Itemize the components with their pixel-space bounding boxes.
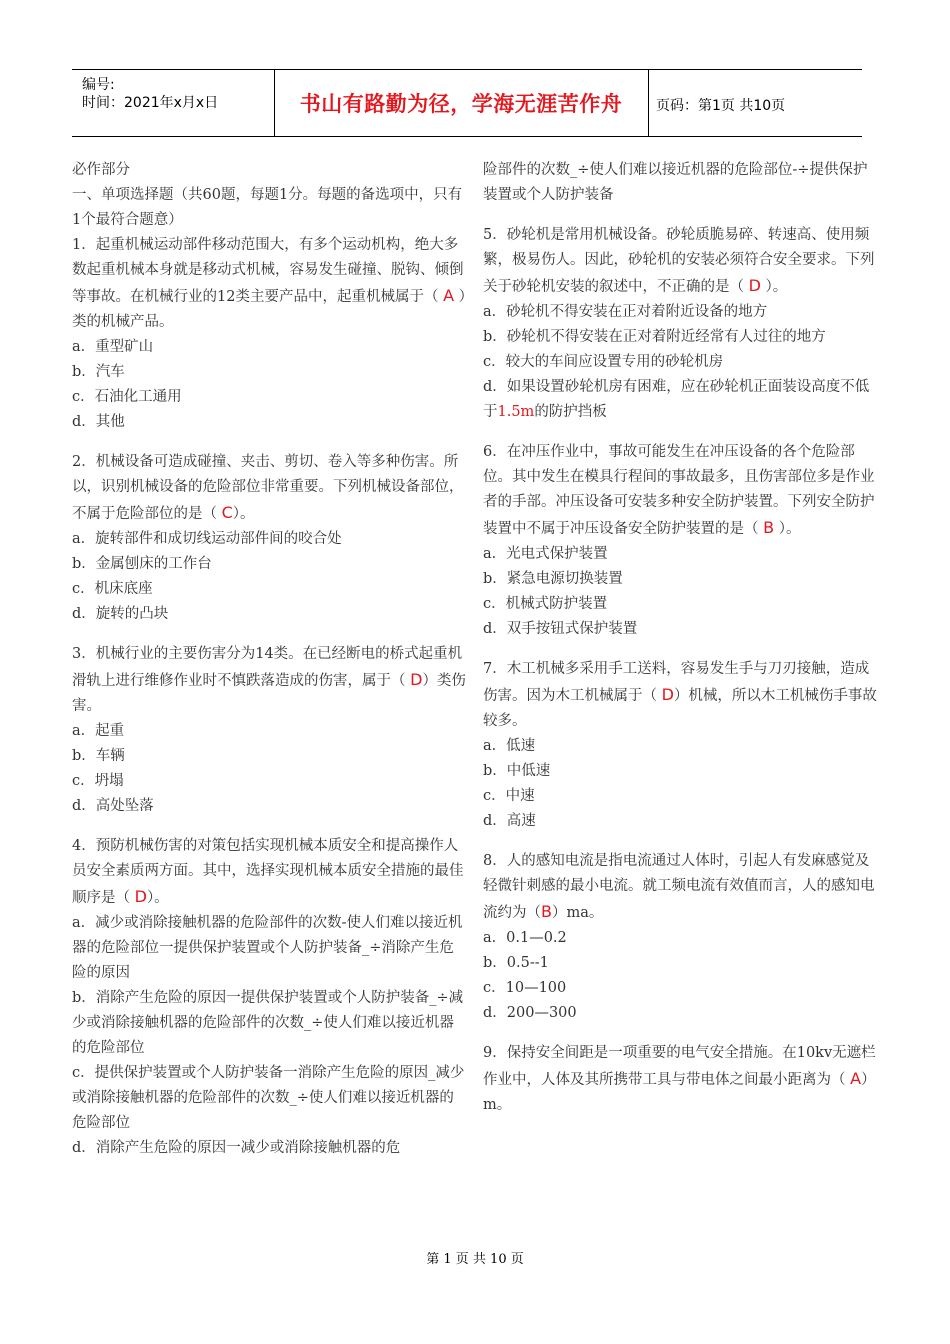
section-title: 必作部分 <box>72 162 130 178</box>
option: a．低速 <box>483 738 536 754</box>
header-motto-cell <box>274 70 649 136</box>
stem-text: 4．预防机械伤害的对策包括实现机械本质安全和提高操作人员安全素质两方面。其中，选择实现机械本质安全措施的最佳顺序是（ <box>72 838 464 906</box>
right-column <box>483 158 878 1133</box>
stem-text: 6．在冲压作业中，事故可能发生在冲压设备的各个危险部位。其中发生在模具行程间的事故最多，且伤害部位多是作业者的手部。冲压设备可安装多种安全防护装置。下列安全防护装置中不属于冲压设备安全防护装置的是（ <box>483 444 875 537</box>
option: b．消除产生危险的原因一提供保护装置或个人防护装备_÷减少或消除接触机器的危险部件的次数_÷使人们难以接近机器的危险部位 <box>72 990 464 1056</box>
question-6 <box>483 440 878 642</box>
option: c．提供保护装置或个人防护装备一消除产生危险的原因_减少或消除接触机器的危险部件的次数_÷使人们难以接近机器的危险部位 <box>72 1065 465 1131</box>
option: a．砂轮机不得安装在正对着附近设备的地方 <box>483 304 768 320</box>
option: b．中低速 <box>483 763 551 779</box>
answer-mark: C <box>221 503 233 522</box>
question-1 <box>72 233 467 435</box>
stem-text: ）。 <box>774 521 801 537</box>
option: a．重型矿山 <box>72 339 154 355</box>
answer-mark: D <box>748 276 761 295</box>
option: c．坍塌 <box>72 773 124 789</box>
answer-mark: A <box>443 286 455 305</box>
stem-text: 1．起重机械运动部件移动范围大，有多个运动机构，绝大多数起重机械本身就是移动式机械，容易发生碰撞、脱钩、倾倒等事故。在机械行业的12类主要产品中，起重机械属于（ <box>72 237 464 305</box>
question-stem <box>72 233 467 335</box>
stem-text: ）类的机械产品。 <box>72 289 466 330</box>
option: c．较大的车间应设置专用的砂轮机房 <box>483 354 724 370</box>
answer-mark: A <box>850 1069 862 1088</box>
option: b．砂轮机不得安装在正对着附近经常有人过往的地方 <box>483 329 826 345</box>
option: c．中速 <box>483 788 535 804</box>
option: b．金属刨床的工作台 <box>72 556 212 572</box>
stem-text: 5．砂轮机是常用机械设备。砂轮质脆易碎、转速高、使用频繁，极易伤人。因此，砂轮机的安装必须符合安全要求。下列关于砂轮机安装的叙述中，不正确的是（ <box>483 227 875 295</box>
stem-text: ）。 <box>760 279 788 295</box>
option: b．汽车 <box>72 364 125 380</box>
question-stem <box>483 440 878 542</box>
question-5 <box>483 223 878 425</box>
serial-label: 编号: <box>82 77 115 93</box>
option-continuation: 险部件的次数_÷使人们难以接近机器的危险部位-÷提供保护装置或个人防护装备 <box>483 162 868 203</box>
question-stem <box>483 657 878 734</box>
question-stem <box>72 642 467 719</box>
question-9 <box>483 1041 878 1118</box>
question-3 <box>72 642 467 819</box>
header-page-cell <box>648 70 862 136</box>
option: a．减少或消除接触机器的危险部件的次数-使人们难以接近机器的危险部位一提供保护装置或个人防护装备_÷消除产生危险的原因 <box>72 915 463 981</box>
stem-text: 7．木工机械多采用手工送料，容易发生手与刀刃接触，造成伤害。因为木工机械属于（ <box>483 661 870 704</box>
header-page-info: 页码：第1页 共10页 <box>656 98 786 114</box>
option: d．200—300 <box>483 1005 577 1021</box>
option: c．机械式防护装置 <box>483 596 608 612</box>
stem-text: 2．机械设备可造成碰撞、夹击、剪切、卷入等多种伤害。所以，识别机械设备的危险部位非常重要。下列机械设备部位，不属于危险部位的是（ <box>72 454 464 522</box>
answer-mark: B <box>541 902 552 921</box>
question-8 <box>483 849 878 1026</box>
stem-text: ）类伤害。 <box>72 673 466 714</box>
option: d．双手按钮式保护装置 <box>483 621 638 637</box>
question-stem <box>483 1041 878 1118</box>
option: d．其他 <box>72 414 125 430</box>
option: a．0.1—0.2 <box>483 930 567 946</box>
question-stem <box>483 223 878 300</box>
highlighted-value: 1.5m <box>497 404 535 420</box>
option-continued: d．消除产生危险的原因一减少或消除接触机器的危 <box>72 1140 401 1156</box>
document-header <box>72 69 862 137</box>
option: b．车辆 <box>72 748 125 764</box>
answer-mark: D <box>410 670 423 689</box>
question-stem <box>72 450 467 527</box>
answer-mark: D <box>661 685 674 704</box>
left-column <box>72 158 467 1176</box>
option: b．0.5--1 <box>483 955 549 971</box>
option: b．紧急电源切换装置 <box>483 571 623 587</box>
option: a．起重 <box>72 723 125 739</box>
answer-mark: B <box>763 518 775 537</box>
option: c．机床底座 <box>72 581 153 597</box>
option: d．高处坠落 <box>72 798 154 814</box>
stem-text: 9．保持安全间距是一项重要的电气安全措施。在10kv无遮栏作业中，人体及其所携带工具与带电体之间最小距离为（ <box>483 1045 876 1088</box>
stem-text: ）机械，所以木工机械伤手事故较多。 <box>483 688 877 729</box>
header-left-cell <box>72 70 275 136</box>
stem-text: 8．人的感知电流是指电流通过人体时，引起人有发麻感觉及轻微针刺感的最小电流。就工频电流有效值而言，人的感知电流约为（ <box>483 853 875 921</box>
question-stem <box>72 834 467 911</box>
answer-mark: D <box>134 887 147 906</box>
stem-text: ）m。 <box>483 1072 876 1113</box>
stem-text: 3．机械行业的主要伤害分为14类。在已经断电的桥式起重机滑轨上进行维修作业时不慎跌落造成的伤害，属于（ <box>72 646 463 689</box>
option: d．如果设置砂轮机房有困难，应在砂轮机正面装设高度不低于1.5m的防护挡板 <box>483 379 870 420</box>
question-4 <box>72 834 467 1161</box>
stem-text: ）。 <box>146 890 169 906</box>
question-2 <box>72 450 467 627</box>
option: d．旋转的凸块 <box>72 606 169 622</box>
option: c．10—100 <box>483 980 567 996</box>
stem-text: ）ma。 <box>551 905 604 921</box>
option: a．旋转部件和成切线运动部件间的咬合处 <box>72 531 342 547</box>
option: c．石油化工通用 <box>72 389 182 405</box>
section-intro: 一、单项选择题（共60题，每题1分。每题的备选项中，只有1个最符合题意） <box>72 187 463 228</box>
option: a．光电式保护装置 <box>483 546 608 562</box>
stem-text: ）。 <box>232 506 255 522</box>
page-footer: 第 1 页 共 10 页 <box>426 1252 524 1267</box>
header-motto: 书山有路勤为径，学海无涯苦作舟 <box>299 92 623 116</box>
option: d．高速 <box>483 813 536 829</box>
question-4-continued <box>483 158 878 208</box>
question-7 <box>483 657 878 834</box>
date-label: 时间：2021年x月x日 <box>82 95 219 111</box>
question-stem <box>483 849 878 926</box>
